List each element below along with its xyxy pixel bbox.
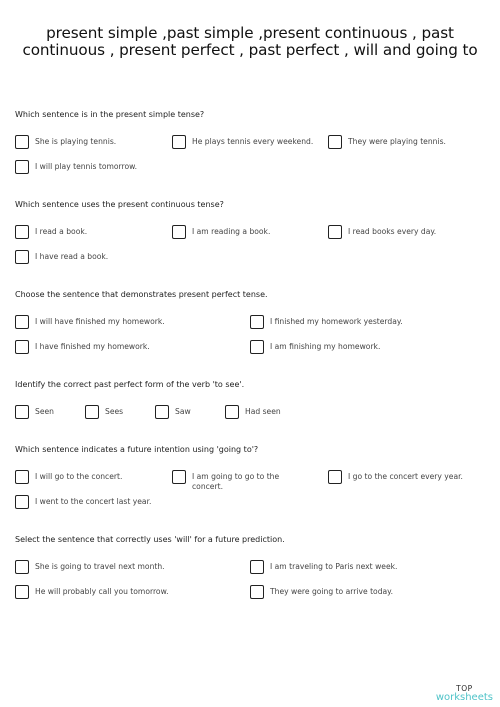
option-label: I will play tennis tomorrow. [35, 162, 138, 171]
checkbox[interactable] [15, 560, 29, 574]
option-label: I have read a book. [35, 252, 109, 261]
question-text: Which sentence uses the present continuous tense? [15, 200, 224, 209]
checkbox[interactable] [328, 470, 342, 484]
checkbox[interactable] [15, 225, 29, 239]
checkbox[interactable] [172, 135, 186, 149]
option-label: I have finished my homework. [35, 342, 150, 351]
logo-bottom-text: worksheets [435, 692, 493, 703]
question-text: Which sentence indicates a future intention using 'going to'? [15, 445, 259, 454]
checkbox[interactable] [15, 315, 29, 329]
checkbox[interactable] [172, 470, 186, 484]
checkbox[interactable] [328, 225, 342, 239]
option-label: I am reading a book. [192, 227, 271, 236]
option-label: She is playing tennis. [35, 137, 117, 146]
option-label: He plays tennis every weekend. [192, 137, 314, 146]
option-label: Sees [105, 407, 124, 416]
option-label: I am going to go to the concert. [192, 472, 280, 491]
option-label: I am finishing my homework. [270, 342, 381, 351]
option-label: I finished my homework yesterday. [270, 317, 403, 326]
checkbox[interactable] [250, 585, 264, 599]
option-label: Saw [175, 407, 191, 416]
question-text: Choose the sentence that demonstrates present perfect tense. [15, 290, 268, 299]
checkbox[interactable] [15, 495, 29, 509]
checkbox[interactable] [250, 560, 264, 574]
checkbox[interactable] [15, 340, 29, 354]
option-label: I am traveling to Paris next week. [270, 562, 398, 571]
option-label: He will probably call you tomorrow. [35, 587, 169, 596]
logo-top-text: TOP [456, 684, 473, 693]
checkbox[interactable] [172, 225, 186, 239]
checkbox[interactable] [250, 340, 264, 354]
option-label: They were playing tennis. [348, 137, 446, 146]
option-label: I read a book. [35, 227, 88, 236]
worksheet-title: present simple ,past simple ,present continuous , past continuous , present perfect , past perfect , will and going to [22, 24, 478, 59]
option-label: She is going to travel next month. [35, 562, 165, 571]
checkbox[interactable] [15, 135, 29, 149]
question-text: Which sentence is in the present simple tense? [15, 110, 205, 119]
option-label: I go to the concert every year. [348, 472, 463, 481]
option-label: Had seen [245, 407, 281, 416]
option-label: Seen [35, 407, 54, 416]
checkbox[interactable] [15, 470, 29, 484]
option-label: I will have finished my homework. [35, 317, 165, 326]
checkbox[interactable] [15, 250, 29, 264]
checkbox[interactable] [85, 405, 99, 419]
checkbox[interactable] [225, 405, 239, 419]
option-label: I read books every day. [348, 227, 437, 236]
checkbox[interactable] [155, 405, 169, 419]
checkbox[interactable] [250, 315, 264, 329]
topworksheets-logo [436, 684, 493, 702]
option-label: I went to the concert last year. [35, 497, 152, 506]
checkbox[interactable] [15, 405, 29, 419]
option-label: I will go to the concert. [35, 472, 123, 481]
checkbox[interactable] [15, 585, 29, 599]
question-text: Identify the correct past perfect form of the verb 'to see'. [15, 380, 245, 389]
checkbox[interactable] [15, 160, 29, 174]
checkbox[interactable] [328, 135, 342, 149]
question-text: Select the sentence that correctly uses 'will' for a future prediction. [15, 535, 285, 544]
option-label: They were going to arrive today. [270, 587, 393, 596]
